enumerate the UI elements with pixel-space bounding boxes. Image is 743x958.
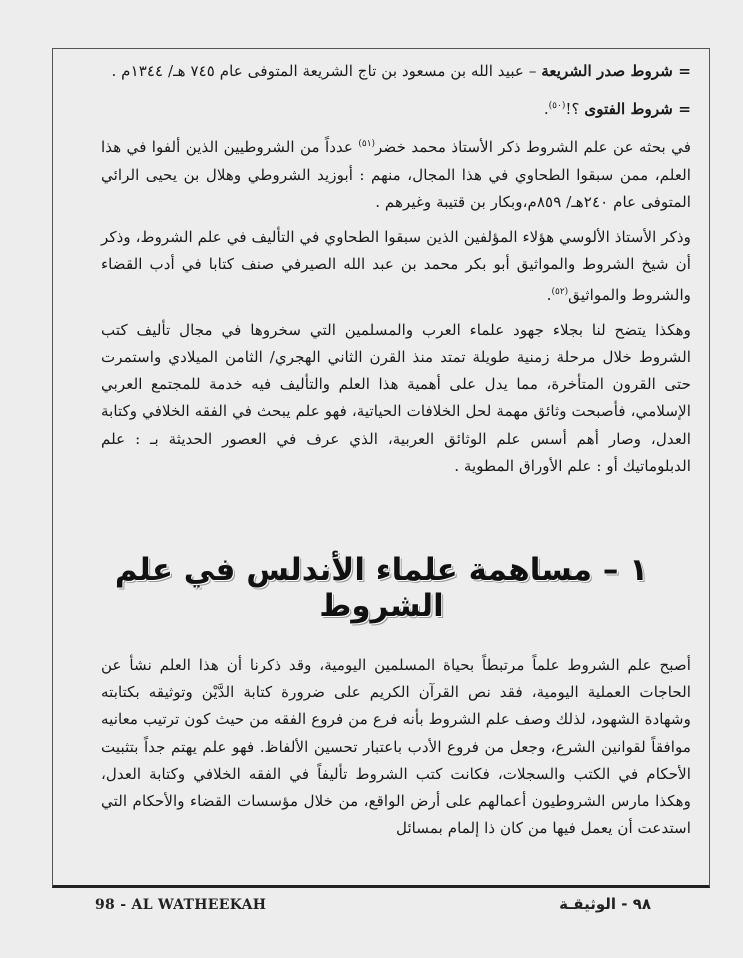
footnote-ref-50: (٥٠) — [548, 101, 566, 112]
paragraph-alusi — [101, 224, 691, 309]
item-sadr-al-sharia-text: – عبيد الله بن مسعود بن تاج الشريعة المتوفى عام ٧٤٥ هـ/ ١٣٤٤م . — [111, 62, 542, 80]
item-sadr-al-sharia-lead: = شروط صدر الشريعة — [541, 62, 691, 80]
footnote-ref-52: (٥٢) — [551, 286, 569, 297]
text-section-lower — [101, 652, 691, 850]
item-sadr-al-sharia — [101, 58, 691, 85]
footnote-ref-51: (٥١) — [358, 139, 376, 150]
paragraph-conclusion: وهكذا يتضح لنا بجلاء جهود علماء العرب والمسلمين التي سخروها في مجال تأليف كتب الشروط خلال مرحلة زمنية طويلة تمتد منذ القرن الثاني الهجري/ الثامن الميلادي واستمرت حتى القرون المتأخرة، مما يدل على أهمية هذا العلم والتأليف فيه خدمة للمجتمع العربي الإسلامي، فأصبحت وثائق مهمة لحل الخلافات الحياتية، فهو علم يبحث في الفقه الخلافي وكتابة العدل، وصار أهم أسس علم الوثائق العربية، الذي عرف في العصور الحديثة بـ : علم الدبلوماتيك أو : علم الأوراق المطوية . — [101, 320, 691, 475]
paragraph-khidr-part1: في بحثه عن علم الشروط ذكر الأستاذ محمد خضر — [375, 138, 691, 157]
paragraph-khidr — [101, 131, 691, 216]
item-shurut-al-fatwa-text: ؟! — [565, 100, 585, 119]
section-heading: ١ – مساهمة علماء الأندلس في علم الشروط — [114, 552, 649, 624]
paragraph-alusi-end: . — [546, 285, 552, 304]
item-shurut-al-fatwa-lead: = شروط الفتوى — [584, 100, 691, 119]
item-shurut-al-fatwa-end: . — [543, 100, 549, 119]
text-section-upper — [101, 58, 691, 488]
paragraph-andalus-intro: أصبح علم الشروط علماً مرتبطاً بحياة المسلمين اليومية، وقد ذكرنا أن هذا العلم نشأ عن الحاجات العملية اليومية، فقد نص القرآن الكريم على ضرورة كتابة الدَّيْن وتوثيقه بكتابته وشهادة الشهود، لذلك وصف علم الشروط بأنه فرع من فروع الفقه من حيث كون ترتيب معانيه موافقاً لقوانين الشرع، وجعل من فروع الأدب باعتبار تحسين الألفاظ. فهو علم يهتم جداً بتثبيت الأحكام في الكتب والسجلات، فكانت كتب الشروط تأليفاً في الفقه الخلافي وكتابة العدل، وهكذا مارس الشروطيون أعمالهم على أرض الواقع، من خلال مؤسسات القضاء والأحكام التي استدعت أن يعمل فيها من كان ذا إلمام بمسائل — [101, 656, 691, 838]
item-shurut-al-fatwa — [101, 93, 691, 123]
paragraph-khidr-part2: عدداً من الشروطيين الذين ألفوا في هذا العلم، ممن سبقوا الطحاوي في هذا المجال، منهم : أبوزيد الشروطي وهلال بن يحيى الرائي المتوفى عام ٢٤٠هـ/ ٨٥٩م،وبكار بن قتيبة وغيرهم . — [101, 138, 691, 211]
footer-page-label-arabic: ٩٨ - الوثيقـة — [559, 895, 651, 913]
footer-page-label-latin: 98 - AL WATHEEKAH — [95, 897, 267, 913]
paragraph-alusi-part1: وذكر الأستاذ الألوسي هؤلاء المؤلفين الذين سبقوا الطحاوي في التأليف في علم الشروط، وذكر أن شيخ الشروط والمواثيق أبو بكر محمد بن عبد الله الصيرفي صنف كتابا في أدب القضاء والشروط والمواثيق — [101, 228, 691, 304]
